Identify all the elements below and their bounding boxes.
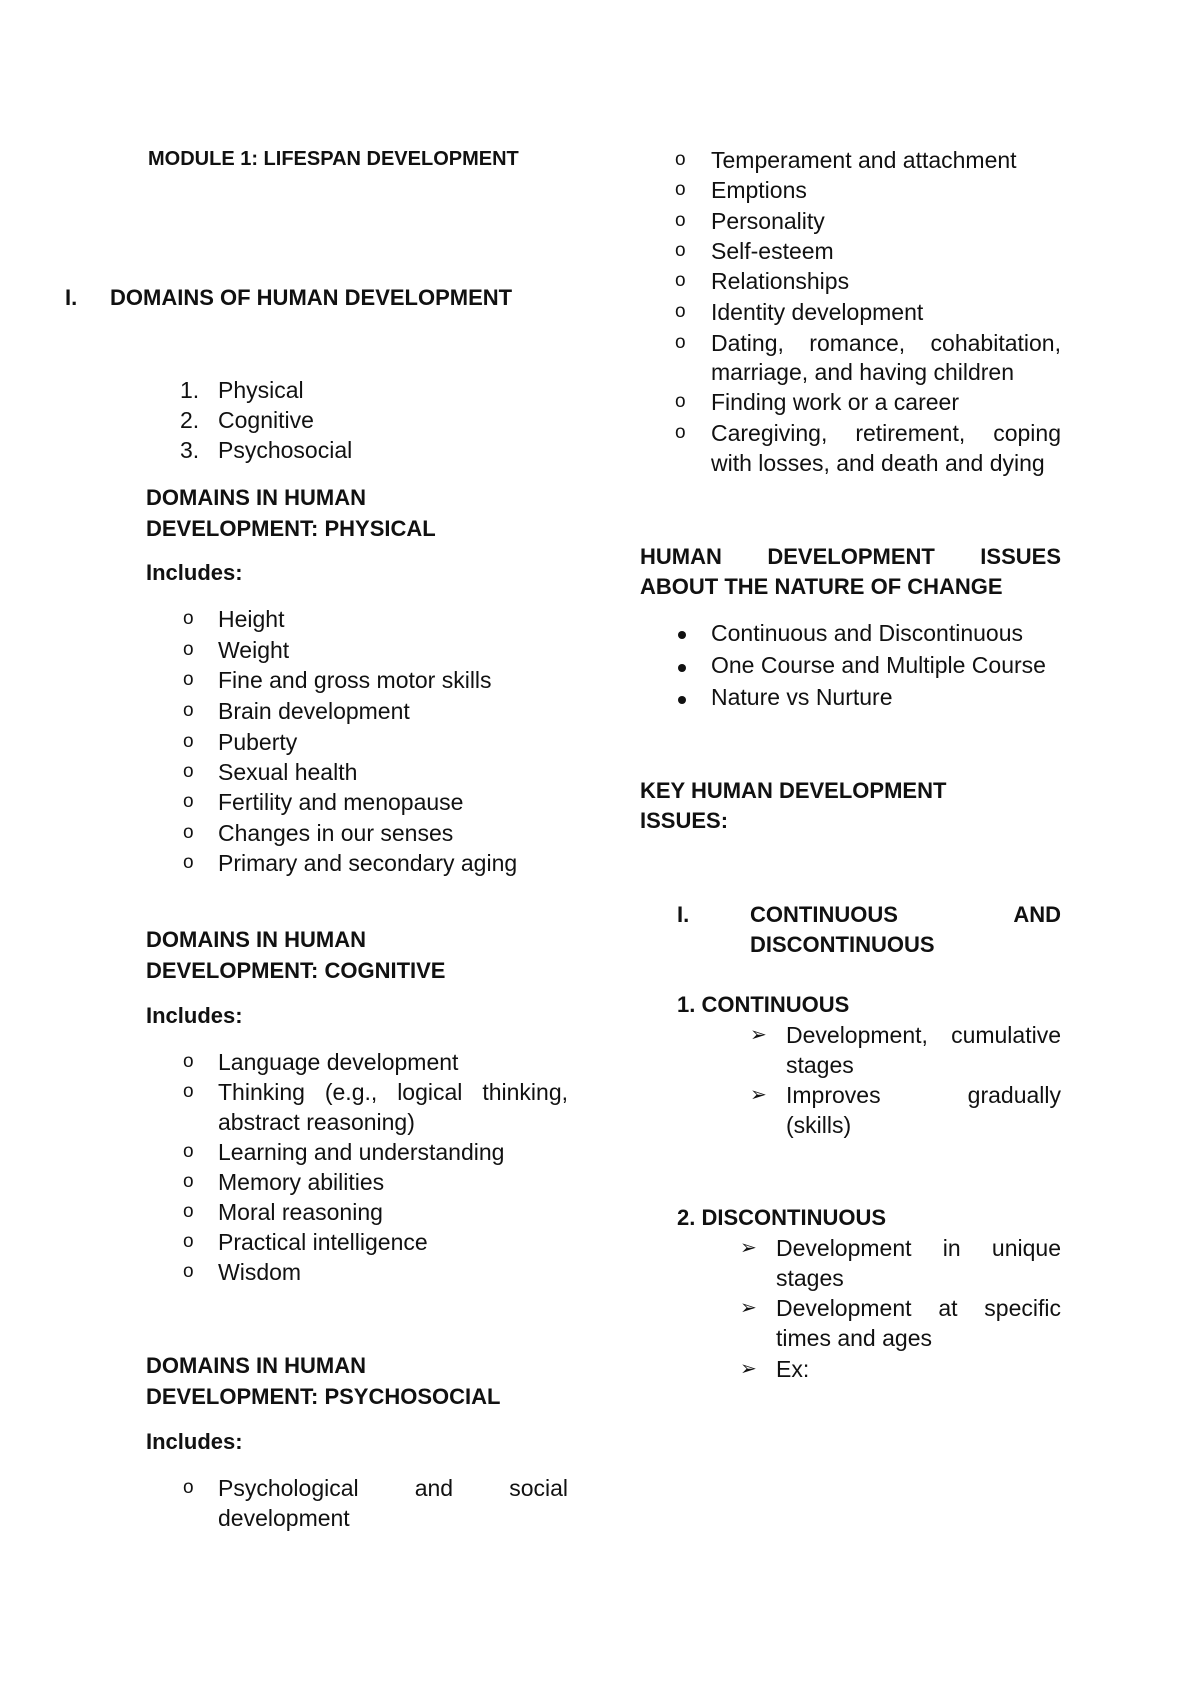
sub-section-title: CONTINUOUS AND [750,902,1061,927]
circle-bullet-icon: o [183,1231,194,1252]
circle-bullet-icon: o [183,608,194,629]
bullet-dot-icon [678,631,686,639]
list-item-continuation: stages [786,1052,854,1078]
circle-bullet-icon: o [183,1081,194,1102]
list-item: Practical intelligence [218,1229,428,1255]
circle-bullet-icon: o [675,301,686,322]
includes-label: Includes: [146,560,243,585]
module-title: MODULE 1: LIFESPAN DEVELOPMENT [148,148,519,170]
arrow-bullet-icon: ➢ [750,1024,767,1046]
circle-bullet-icon: o [675,270,686,291]
list-item: Moral reasoning [218,1199,383,1225]
discontinuous-title: 2. DISCONTINUOUS [677,1205,887,1230]
list-item: Memory abilities [218,1169,385,1195]
circle-bullet-icon: o [675,210,686,231]
list-item: Temperament and attachment [711,147,1017,173]
circle-bullet-icon: o [183,1477,194,1498]
list-item-continuation: development [218,1505,350,1531]
list-item: Ex: [776,1356,810,1382]
list-item: Changes in our senses [218,820,454,846]
domain-number: 2. [180,407,200,433]
list-item: Development at specific [776,1295,1061,1321]
issues-heading: HUMAN DEVELOPMENT ISSUES [640,544,1061,569]
circle-bullet-icon: o [675,391,686,412]
section-title: DOMAINS OF HUMAN DEVELOPMENT [110,285,513,310]
circle-bullet-icon: o [675,422,686,443]
arrow-bullet-icon: ➢ [740,1237,757,1259]
sub-section-numeral: I. [677,902,690,927]
circle-bullet-icon: o [183,731,194,752]
circle-bullet-icon: o [183,639,194,660]
includes-label: Includes: [146,1429,243,1454]
section-numeral: I. [65,285,78,310]
key-issues-heading: KEY HUMAN DEVELOPMENT [640,778,947,803]
list-item-continuation: with losses, and death and dying [711,450,1045,476]
list-item-continuation: (skills) [786,1112,852,1138]
circle-bullet-icon: o [183,1201,194,1222]
circle-bullet-icon: o [183,761,194,782]
circle-bullet-icon: o [183,822,194,843]
psychosocial-heading: DOMAINS IN HUMAN [146,1353,366,1378]
list-item: Weight [218,637,290,663]
circle-bullet-icon: o [183,1261,194,1282]
physical-heading: DOMAINS IN HUMAN [146,485,366,510]
psychosocial-heading: DEVELOPMENT: PSYCHOSOCIAL [146,1384,501,1409]
circle-bullet-icon: o [183,1171,194,1192]
list-item: Fertility and menopause [218,789,464,815]
arrow-bullet-icon: ➢ [740,1358,757,1380]
list-item: Primary and secondary aging [218,850,518,876]
list-item: Improves gradually [786,1082,1061,1108]
domain-label: Psychosocial [218,437,353,463]
list-item: Finding work or a career [711,389,959,415]
list-item: Height [218,606,285,632]
arrow-bullet-icon: ➢ [740,1297,757,1319]
list-item: One Course and Multiple Course [711,652,1046,678]
issues-heading: ABOUT THE NATURE OF CHANGE [640,574,1003,599]
list-item: Relationships [711,268,850,294]
list-item: Puberty [218,729,298,755]
domain-number: 3. [180,437,200,463]
key-issues-heading: ISSUES: [640,808,729,833]
arrow-bullet-icon: ➢ [750,1084,767,1106]
list-item: Sexual health [218,759,358,785]
list-item: Learning and understanding [218,1139,505,1165]
cognitive-heading: DOMAINS IN HUMAN [146,927,366,952]
list-item: Emptions [711,177,807,203]
cognitive-heading: DEVELOPMENT: COGNITIVE [146,958,446,983]
bullet-dot-icon [678,664,686,672]
list-item: Personality [711,208,825,234]
list-item: Continuous and Discontinuous [711,620,1023,646]
list-item-continuation: times and ages [776,1325,932,1351]
circle-bullet-icon: o [183,700,194,721]
list-item-continuation: marriage, and having children [711,359,1015,385]
list-item: Language development [218,1049,459,1075]
sub-section-title: DISCONTINUOUS [750,932,935,957]
circle-bullet-icon: o [183,1141,194,1162]
list-item: Self-esteem [711,238,834,264]
list-item: Nature vs Nurture [711,684,893,710]
list-item: Identity development [711,299,924,325]
list-item: Development, cumulative [786,1022,1061,1048]
list-item: Psychological and social [218,1475,568,1501]
circle-bullet-icon: o [675,332,686,353]
circle-bullet-icon: o [183,852,194,873]
circle-bullet-icon: o [183,1051,194,1072]
domain-number: 1. [180,377,200,403]
list-item-continuation: stages [776,1265,844,1291]
domain-label: Physical [218,377,304,403]
list-item: Wisdom [218,1259,302,1285]
list-item: Dating, romance, cohabitation, [711,330,1061,356]
domain-label: Cognitive [218,407,314,433]
bullet-dot-icon [678,696,686,704]
list-item: Fine and gross motor skills [218,667,492,693]
physical-heading: DEVELOPMENT: PHYSICAL [146,516,436,541]
includes-label: Includes: [146,1003,243,1028]
circle-bullet-icon: o [183,669,194,690]
circle-bullet-icon: o [675,240,686,261]
circle-bullet-icon: o [675,149,686,170]
list-item-continuation: abstract reasoning) [218,1109,415,1135]
continuous-title: 1. CONTINUOUS [677,992,850,1017]
list-item: Caregiving, retirement, coping [711,420,1061,446]
list-item: Development in unique [776,1235,1061,1261]
circle-bullet-icon: o [675,179,686,200]
circle-bullet-icon: o [183,791,194,812]
list-item: Thinking (e.g., logical thinking, [218,1079,568,1105]
list-item: Brain development [218,698,410,724]
